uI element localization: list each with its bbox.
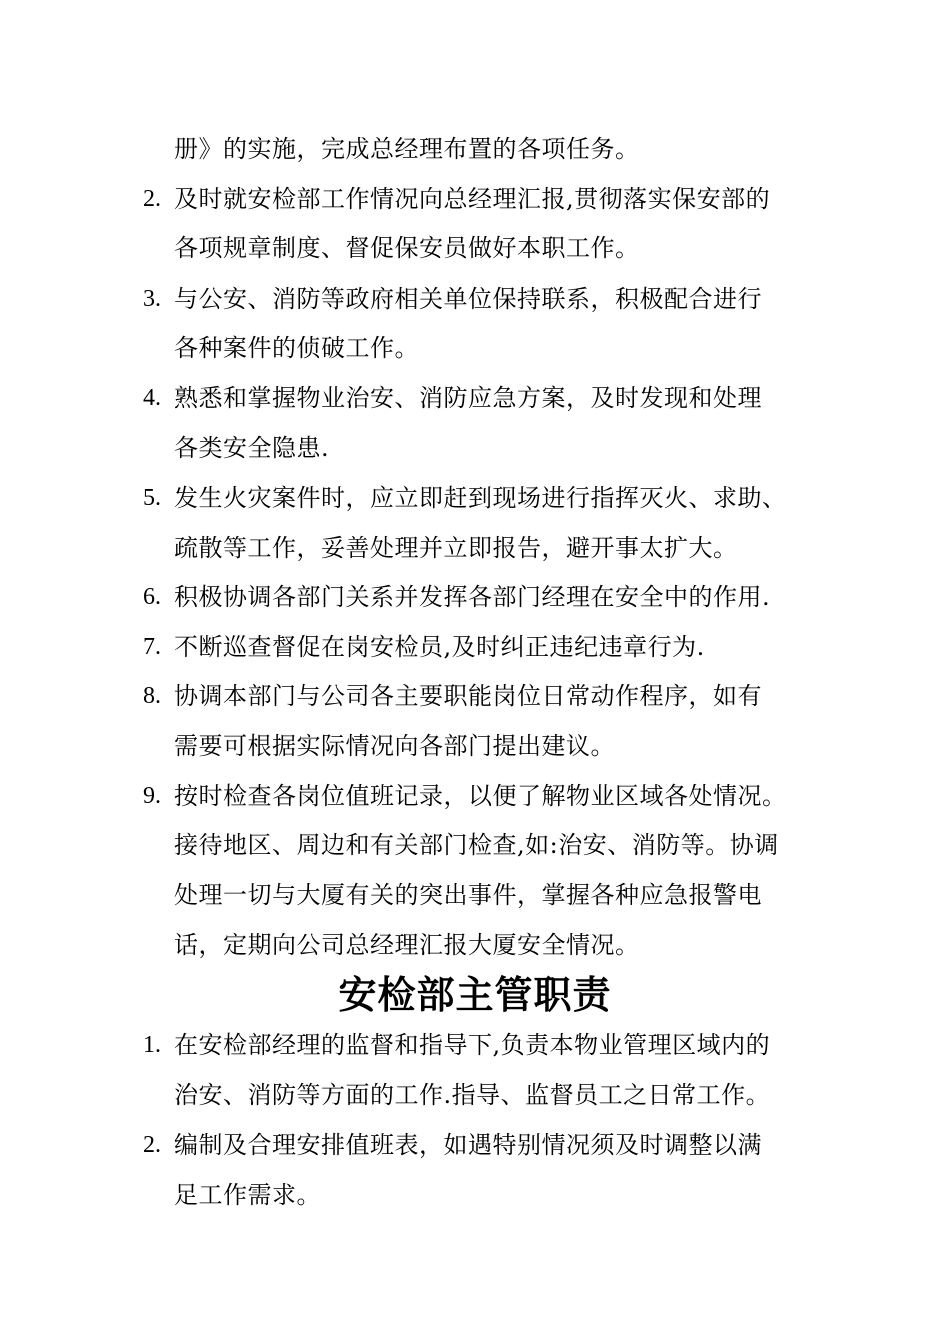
item-text-line: 编制及合理安排值班表，如遇特别情况须及时调整以满: [174, 1131, 762, 1159]
item-text-line: 需要可根据实际情况向各部门提出建议。: [174, 732, 615, 760]
item-text-line: 接待地区、周边和有关部门检查,如:治安、消防等。协调: [174, 831, 779, 859]
item-text-line: 各类安全隐患.: [174, 434, 330, 462]
item-text-line: 疏散等工作，妥善处理并立即报告，避开事太扩大。: [174, 534, 738, 562]
item-text-line: 及时就安检部工作情况向总经理汇报,贯彻落实保安部的: [174, 185, 771, 213]
item-text-line: 各种案件的侦破工作。: [174, 334, 419, 362]
item-text-line: 处理一切与大厦有关的突出事件，掌握各种应急报警电: [174, 881, 762, 909]
item-text-line: 不断巡查督促在岗安检员,及时纠正违纪违章行为.: [174, 633, 705, 661]
item-text-line: 协调本部门与公司各主要职能岗位日常动作程序，如有: [174, 682, 762, 710]
item-number: 2.: [143, 186, 161, 212]
item-number: 5.: [143, 485, 161, 511]
item-number: 4.: [143, 385, 161, 411]
item-text-line: 话，定期向公司总经理汇报大厦安全情况。: [174, 931, 640, 959]
item-text-line: 治安、消防等方面的工作.指导、监督员工之日常工作。: [174, 1081, 771, 1109]
item-number: 3.: [143, 286, 161, 312]
item-text-line: 各项规章制度、督促保安员做好本职工作。: [174, 234, 640, 262]
item-text-line: 熟悉和掌握物业治安、消防应急方案，及时发现和处理: [174, 384, 762, 412]
item-number: 6.: [143, 584, 161, 610]
item-number: 9.: [143, 783, 161, 809]
item-number: 7.: [143, 634, 161, 660]
item-text-line: 发生火灾案件时，应立即赶到现场进行指挥灭火、求助、: [174, 484, 787, 512]
item-number: 8.: [143, 683, 161, 709]
item-text-line: 按时检查各岗位值班记录，以便了解物业区域各处情况。: [174, 782, 787, 810]
item-number: 2.: [143, 1132, 161, 1158]
item-text-line: 足工作需求。: [174, 1181, 321, 1209]
item-text-line: 积极协调各部门关系并发挥各部门经理在安全中的作用.: [174, 583, 771, 611]
continuation-line: 册》的实施，完成总经理布置的各项任务。: [174, 135, 640, 163]
section-title: 安检部主管职责: [338, 972, 612, 1017]
item-number: 1.: [143, 1032, 161, 1058]
item-text-line: 在安检部经理的监督和指导下,负责本物业管理区域内的: [174, 1031, 771, 1059]
item-text-line: 与公安、消防等政府相关单位保持联系，积极配合进行: [174, 285, 762, 313]
